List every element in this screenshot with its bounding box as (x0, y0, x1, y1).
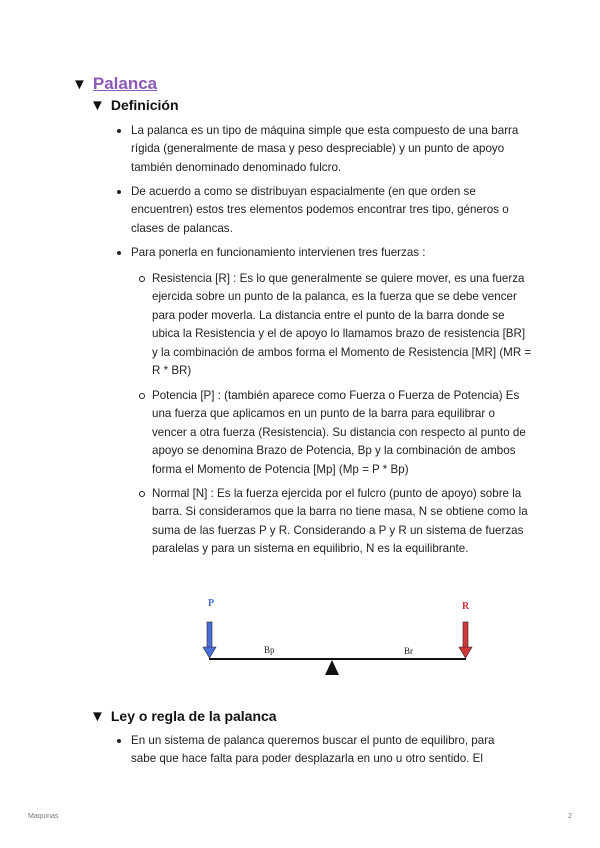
subsection-heading-definicion (90, 97, 179, 113)
arrow-p (203, 622, 216, 658)
fulcrum (325, 660, 339, 675)
bullet-list (131, 122, 521, 177)
sub-bullet-item-resistencia: Resistencia [R] : Es lo que generalmente se quiere mover, es una fuerza ejercida sobre un punto de la palanca, es la fuerza que se debe vencer para poder moverla. La distancia entre el punto de la barra donde se ubica la Resistencia y el de apoyo lo llamamos brazo de resistencia [BR] y la combinación de ambos forma el Momento de Resistencia [MR] (MR = R * BR) (152, 270, 532, 380)
section-title[interactable]: Palanca (92, 74, 158, 93)
sub-bullet-list (152, 387, 532, 479)
collapse-triangle-icon[interactable]: ▼ (72, 75, 87, 93)
collapse-triangle-icon[interactable]: ▼ (90, 707, 105, 725)
bullet-item: Para ponerla en funcionamiento intervienen tres fuerzas : (131, 244, 511, 262)
footer-title: Maquinas (28, 813, 59, 820)
sub-bullet-item-normal: Normal [N] : Es la fuerza ejercida por el fulcro (punto de apoyo) sobre la barra. Si consideramos que la barra no tiene masa, N se obtiene como la suma de las fuerzas P y R. Considerando a P y R un sistema de fuerzas paralelas y para un sistema en equilibrio, N es la equilibrante. (152, 485, 532, 559)
label-bp: Bp (264, 645, 275, 655)
label-br: Br (404, 646, 413, 656)
lever-diagram (196, 592, 486, 682)
subsection-heading-ley (90, 708, 277, 724)
sub-bullet-list (152, 485, 532, 559)
bullet-list (131, 732, 516, 769)
sub-bullet-item-potencia: Potencia [P] : (también aparece como Fuerza o Fuerza de Potencia) Es una fuerza que aplicamos en un punto de la barra para equilibrar o vencer a otra fuerza (Resistencia). Su distancia con respecto al punto de apoyo se denomina Brazo de Potencia, Bp y la combinación de ambos forma el Momento de Potencia [Mp] (Mp = P * Bp) (152, 387, 532, 479)
subsection-title: Definición (110, 97, 179, 113)
arrow-r (459, 622, 472, 658)
bullet-item: La palanca es un tipo de máquina simple que esta compuesto de una barra rígida (generalmente de masa y peso despreciable) y un punto de apoyo también denominado denominado fulcro. (131, 122, 521, 177)
section-heading-palanca (72, 74, 157, 94)
bullet-item: En un sistema de palanca queremos buscar el punto de equilibro, para sabe que hace falta para poder desplazarla en uno u otro sentido. El (131, 732, 516, 769)
bullet-item: De acuerdo a como se distribuyan espacialmente (en que orden se encuentren) estos tres elementos podemos encontrar tres tipo, géneros o clases de palancas. (131, 183, 531, 238)
subsection-title: Ley o regla de la palanca (110, 708, 277, 724)
sub-bullet-list (152, 270, 532, 380)
page-number: 2 (568, 813, 572, 820)
label-r: R (462, 601, 470, 612)
collapse-triangle-icon[interactable]: ▼ (90, 96, 105, 114)
bullet-list (131, 244, 511, 262)
bullet-list (131, 183, 531, 238)
label-p: P (208, 598, 215, 609)
